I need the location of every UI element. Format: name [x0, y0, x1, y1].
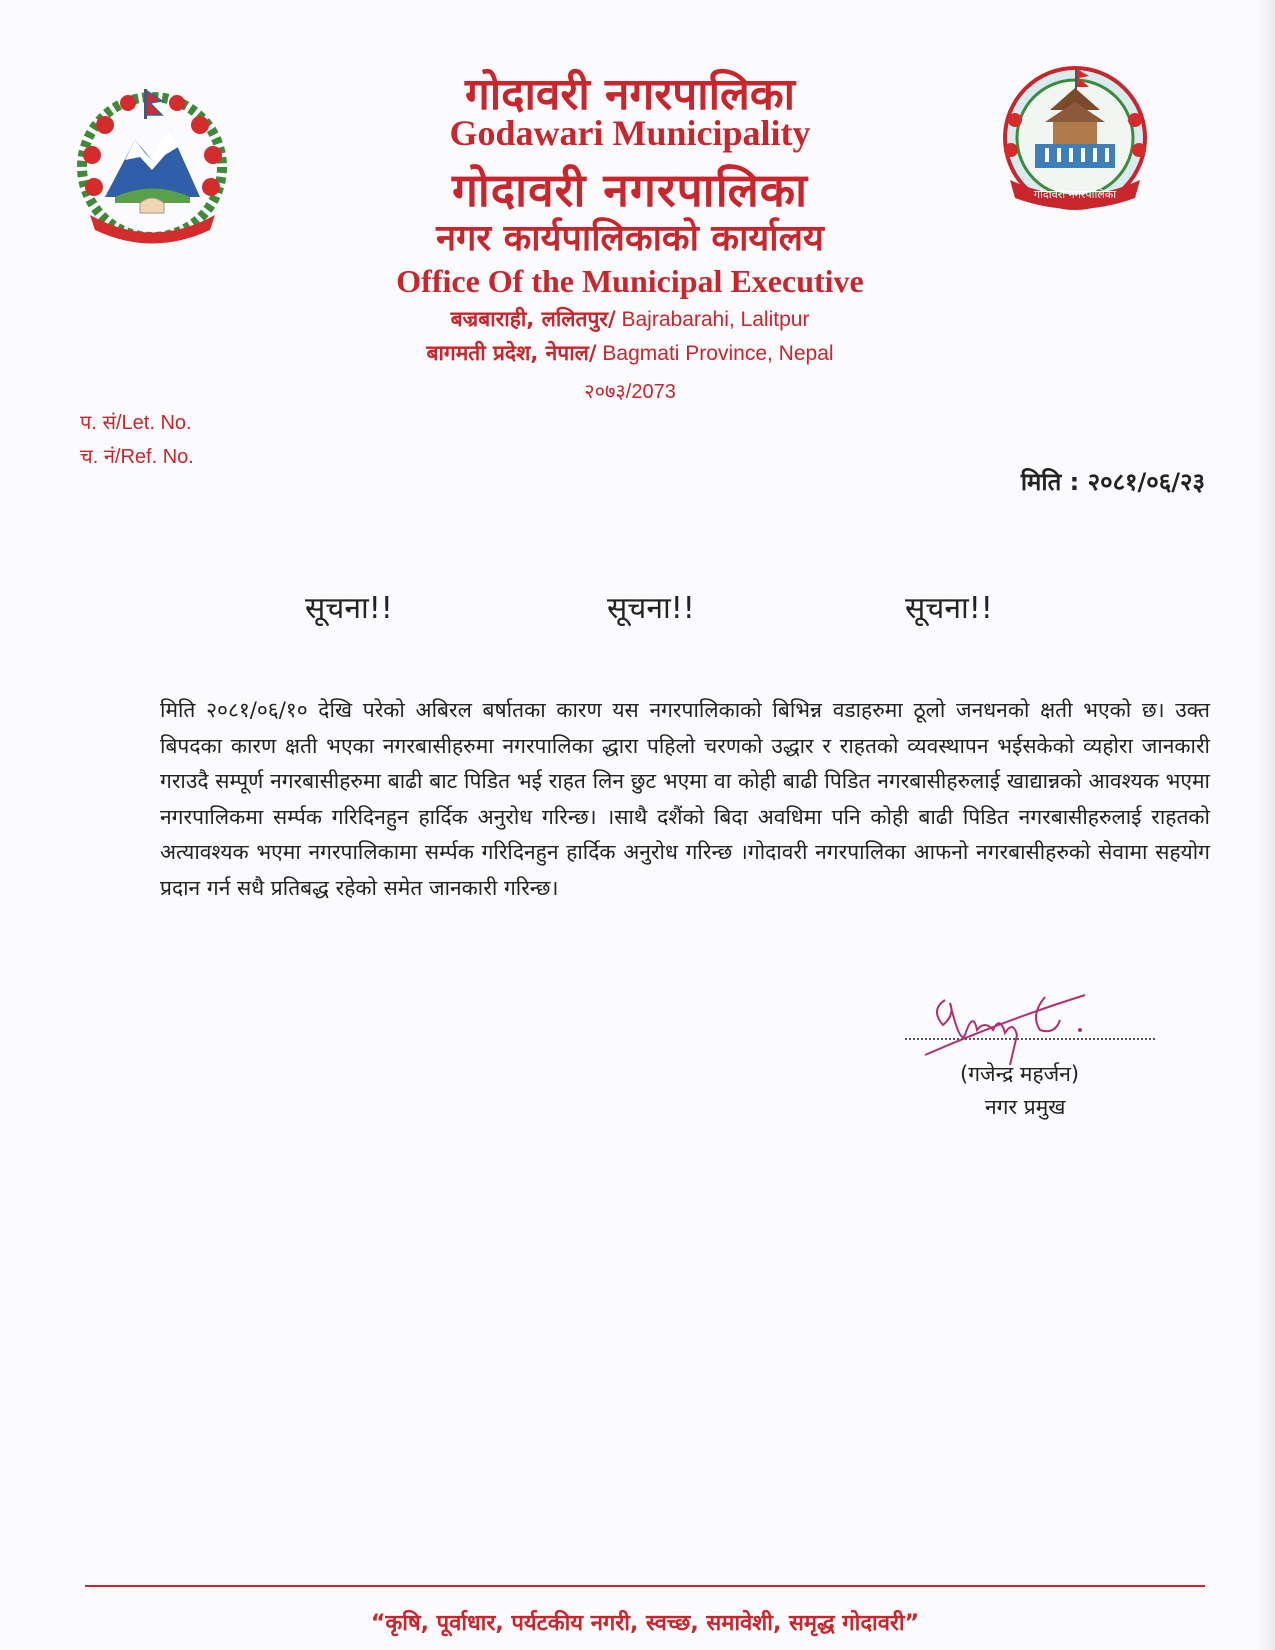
municipality-name-np: गोदावरी नगरपालिका — [464, 69, 796, 120]
address-2-en: Bagmati Province, Nepal — [596, 342, 834, 365]
address-1-en: Bajrabarahi, Lalitpur — [615, 308, 810, 331]
signer-title: नगर प्रमुख — [985, 1095, 1066, 1119]
page-edge-shadow — [1257, 0, 1275, 1650]
municipality-logo-icon — [995, 60, 1155, 215]
letter-date: मिति : २०८१/०६/२३ — [1020, 468, 1205, 496]
address-2-np: बागमती प्रदेश, नेपाल/ — [426, 341, 597, 365]
signer-name: (गजेन्द्र महर्जन) — [960, 1062, 1080, 1086]
letter-number: प. सं/Let. No. — [80, 412, 192, 434]
notice-heading: सूचना!! — [305, 591, 393, 626]
municipality-name-stylized: गोदावरी नगरपालिका — [451, 163, 809, 217]
reference-number: च. नं/Ref. No. — [80, 446, 194, 468]
address-line-2 — [300, 339, 960, 367]
notice-body: मिति २०८१/०६/१० देखि परेको अबिरल बर्षातका कारण यस नगरपालिकाको बिभिन्न वडाहरुमा ठूलो जनधनको क्षती भएको छ। उक्त बिपदका कारण क्षती भएका नगरबासीहरुमा नगरपालिका द्धारा पहिलो चरणको उद्धार र राहतको व्यवस्थापन भईसकेको व्यहोरा जानकारी गराउदै सम्पूर्ण नगरबासीहरुमा बाढी बाट पिडित भई राहत लिन छुट भएमा वा कोही बाढी पिडित नगरबासीहरुलाई खाद्यान्नको आवश्यक भएमा नगरपालिकमा सर्म्पक गरिदिनहुन हार्दिक अनुरोध गरिन्छ। ।साथै दशैंको बिदा अवधिमा पनि कोही बाढी पिडित नगरबासीहरुलाई राहतको अत्यावश्यक भएमा नगरपालिकामा सर्म्पक गरिदिनहुन हार्दिक अनुरोध गरिन्छ ।गोदावरी नगरपालिका आफनो नगरबासीहरुको सेवामा सहयोग प्रदान गर्न सधै प्रतिबद्ध रहेको समेत जानकारी गरिन्छ। — [160, 698, 1210, 900]
notice-heading: सूचना!! — [607, 591, 695, 626]
nepal-emblem-icon — [70, 85, 235, 250]
municipality-name-en: Godawari Municipality — [449, 113, 811, 153]
signature-line — [905, 1038, 1155, 1040]
office-name-en: Office Of the Municipal Executive — [396, 263, 864, 299]
notice-heading: सूचना!! — [905, 591, 993, 626]
address-line-1 — [300, 305, 960, 333]
address-1-np: बज्रबाराही, ललितपुर/ — [450, 307, 616, 331]
logo-ribbon-text: गोदावरी नगरपालिका — [1033, 188, 1117, 201]
footer-divider — [85, 1585, 1205, 1587]
office-name-np: नगर कार्यपालिकाको कार्यालय — [436, 218, 824, 259]
footer-motto: “कृषि, पूर्वाधार, पर्यटकीय नगरी, स्वच्छ, समावेशी, समृद्ध गोदावरी” — [370, 1611, 920, 1636]
established-year: २०७३/2073 — [584, 381, 676, 403]
